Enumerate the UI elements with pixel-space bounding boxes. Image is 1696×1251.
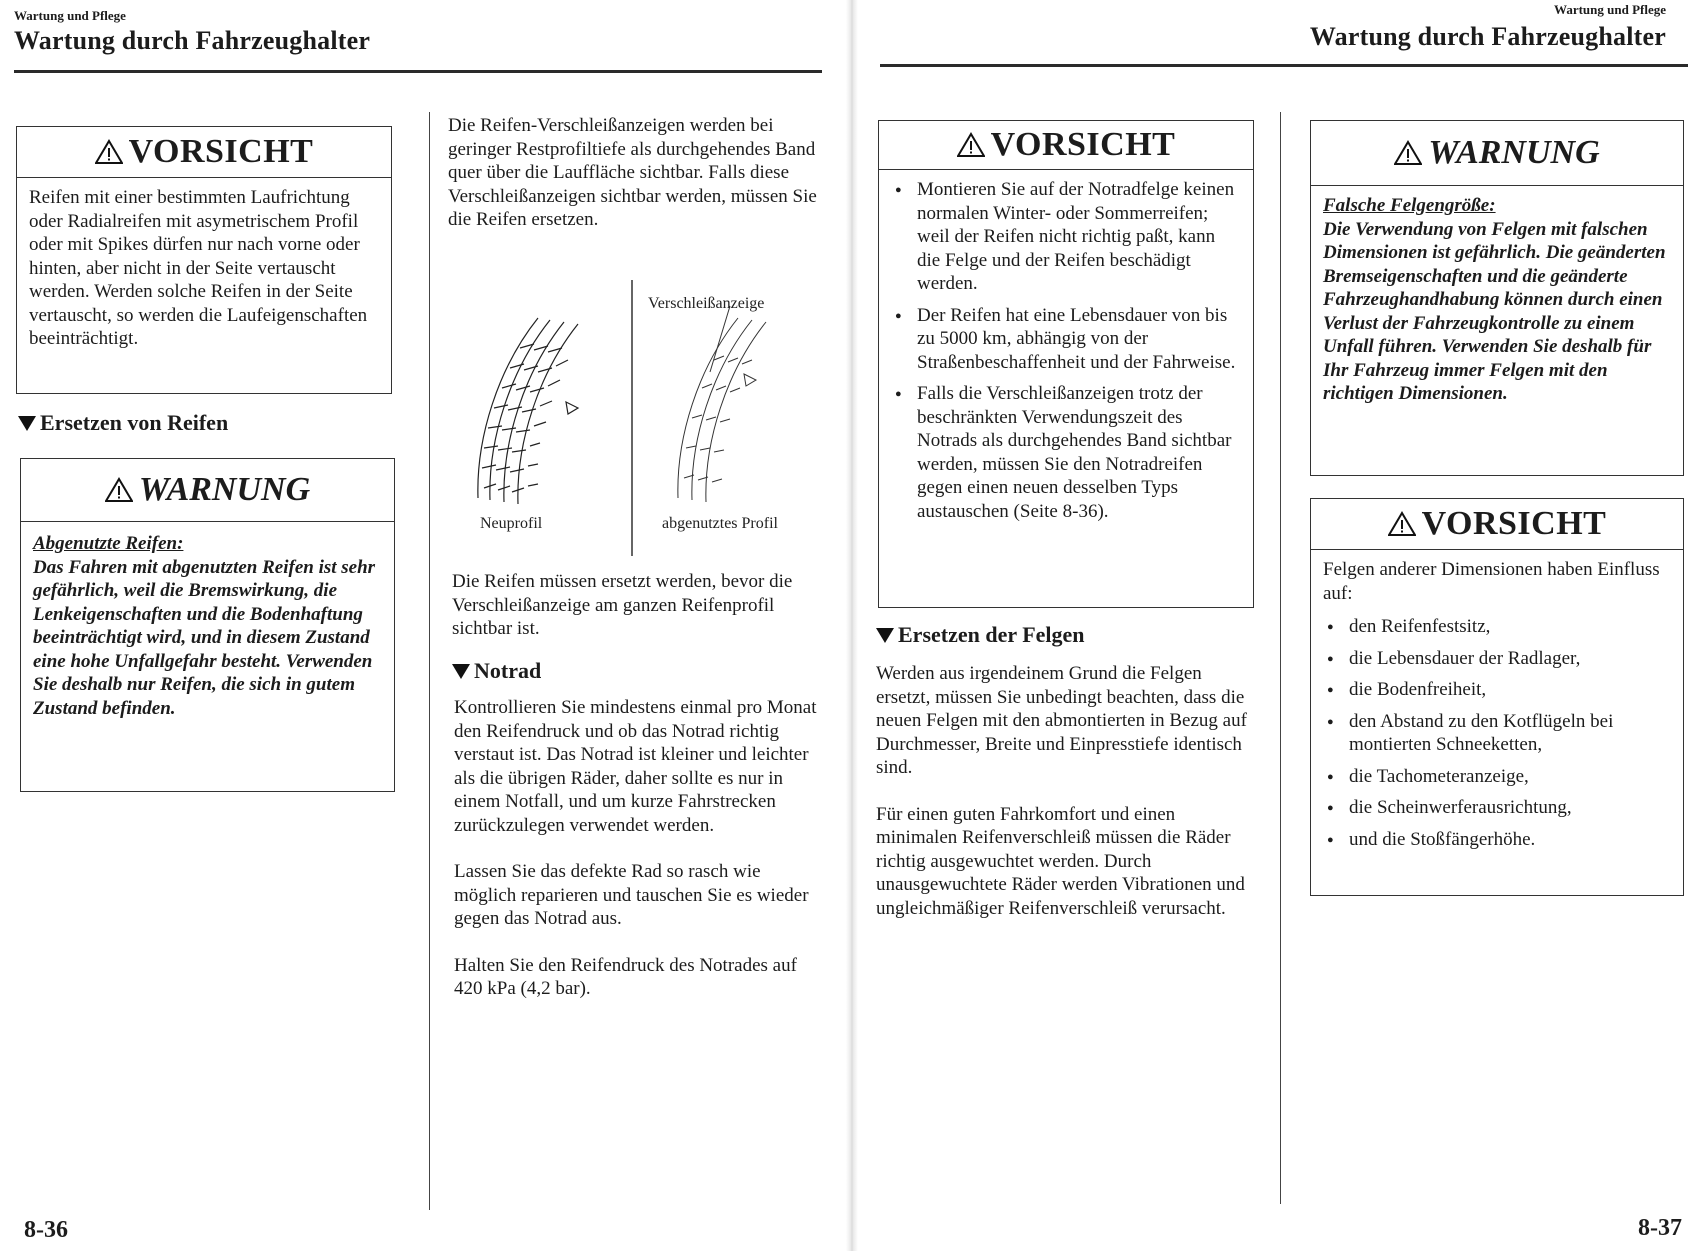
spare-paragraph-3: Halten Sie den Reifendruck des Notrades auf 420 kPa (4,2 bar). [454,954,797,999]
list-item: ● den Abstand zu den Kotflügeln bei montierten Schneeketten, [1349,710,1673,757]
subheading-spare-text: Notrad [474,658,542,683]
subheading-spare [452,658,541,684]
left-title-rule [14,70,822,73]
right-page-number: 8-37 [1638,1215,1682,1241]
list-item: ● Der Reifen hat eine Lebensdauer von bis zu 5000 km, abhängig von der Straßenbeschaffenheit und der Fahrweise. [917,304,1243,375]
warnung-heading [21,459,394,522]
warnung-title: Falsche Felgengröße: [1323,195,1496,216]
triangle-bullet-icon [876,628,894,643]
spare-paragraph-2: Lassen Sie das defekte Rad so rasch wie möglich reparieren und tauschen Sie es wieder gegen das Notrad aus. [454,861,809,929]
label-new: Neuprofil [480,515,543,532]
right-column-rule [1280,112,1281,1204]
vorsicht-heading [1311,499,1683,550]
warnung-text: Die Verwendung von Felgen mit falschen Dimensionen ist gefährlich. Die geänderten Bremseigenschaften und die geänderte Fahrzeughandhabung können durch einen Verlust der Fahrzeugkontrolle zu einem Unfall führen. Verwenden Sie deshalb für Ihr Fahrzeug immer Felgen mit den richtigen Dimensionen. [1323,218,1666,404]
subheading-rims [876,622,1085,648]
rims-paragraph-2: Für einen guten Fahrkomfort und einen minimalen Reifenverschleiß müssen die Räder richtig ausgewuchtet werden. Durch unausgewuchtete Räder werden Vibrationen und ungleichmäßiger Reifenverschleiß verursacht. [876,803,1245,919]
right-vorsicht-box-2 [1310,498,1684,896]
warning-triangle-icon [1394,140,1422,166]
spare-paragraphs [454,696,826,1001]
spare-paragraph-1: Kontrollieren Sie mindestens einmal pro Monat den Reifendruck und ob das Notrad richtig verstaut ist. Das Notrad ist kleiner und leichter als die übrigen Räder, daher sollte es nur in einem Notfall, und um kurze Fahrstrecken zurückzulegen verwendet werden. [454,697,817,836]
right-section-label: Wartung und Pflege [1554,2,1666,17]
warnung-heading-text: WARNUNG [138,471,311,508]
right-vorsicht-box-1 [878,120,1254,608]
triangle-bullet-icon [452,664,470,679]
vorsicht-heading-text: VORSICHT [990,126,1176,163]
label-indicator: Verschleißanzeige [648,295,765,312]
left-column-rule [429,112,430,1210]
right-title-rule [880,64,1688,67]
warnung-heading [1311,121,1683,186]
rims-paragraph-1: Werden aus irgendeinem Grund die Felgen ersetzt, müssen Sie unbedingt beachten, dass die neuen Felgen mit den abmontierten in Bezug auf Durchmesser, Breite und Einpresstiefe identisch sind. [876,663,1247,778]
vorsicht-heading-text: VORSICHT [128,133,314,170]
warnung-title: Abgenutzte Reifen: [33,533,184,554]
vorsicht-intro: Felgen anderer Dimensionen haben Einfluss auf: [1323,559,1660,604]
vorsicht-heading [879,121,1253,170]
triangle-bullet-icon [18,416,36,431]
right-page-title: Wartung durch Fahrzeughalter [1309,22,1666,51]
vorsicht-list-1 [879,170,1253,523]
list-item: ● Montieren Sie auf der Notradfelge keinen normalen Winter- oder Sommerreifen; weil der Reifen nicht richtig paßt, kann die Felge und der Reifen beschädigt werden. [917,178,1243,296]
left-page-number: 8-36 [24,1217,68,1243]
left-vorsicht-box [16,126,392,394]
warning-triangle-icon [957,132,985,158]
warnung-heading-text: WARNUNG [1428,134,1600,171]
vorsicht-text: Reifen mit einer bestimmten Laufrichtung oder Radialreifen mit asymetrischem Profil oder mit Spikes dürfen nur nach vorne oder hinten, aber nicht in der Seite vertauscht werden. Werden solche Reifen in der Seite vertauscht, so werden die Laufeigenschaften beeinträchtigt. [29,187,368,349]
list-item: ● die Tachometeranzeige, [1349,765,1673,789]
warnung-body [1311,186,1683,406]
label-worn: abgenutztes Profil [662,515,778,532]
vorsicht-list-2 [1311,611,1683,851]
warning-triangle-icon [105,477,133,503]
list-item: ● den Reifenfestsitz, [1349,615,1673,639]
warning-triangle-icon [1388,511,1416,537]
warnung-text: Das Fahren mit abgenutzten Reifen ist sehr gefährlich, weil die Bremswirkung, die Lenkeigenschaften und die Bodenhaftung beeinträchtigt wird, und in diesem Zustand eine hohe Unfallgefahr besteht. Verwenden Sie deshalb nur Reifen, die sich in gutem Zustand befinden. [33,556,376,719]
tread-wear-figure [448,278,820,558]
rims-paragraphs [876,662,1248,920]
vorsicht-heading-text: VORSICHT [1421,505,1607,542]
right-warnung-box [1310,120,1684,476]
subheading-rims-text: Ersetzen der Felgen [898,622,1085,647]
warning-triangle-icon [95,139,123,165]
list-item: ● die Lebensdauer der Radlager, [1349,647,1673,671]
book-gutter [846,0,858,1251]
subheading-replace-tires-text: Ersetzen von Reifen [40,410,229,435]
list-item: ● die Bodenfreiheit, [1349,678,1673,702]
vorsicht-heading [17,127,391,178]
left-page-title: Wartung durch Fahrzeughalter [14,26,371,55]
wear-indicator-text: Die Reifen-Verschleißanzeigen werden bei geringer Restprofiltiefe als durchgehendes Band quer über die Lauffläche sichtbar. Falls diese Verschleißanzeigen sichtbar werden, müssen Sie die Reifen ersetzen. [448,115,817,230]
subheading-replace-tires [18,410,228,436]
list-item: ● und die Stoßfängerhöhe. [1349,828,1673,852]
list-item: ● Falls die Verschleißanzeigen trotz der beschränkten Verwendungszeit des Notrads als durchgehendes Band sichtbar werden, müssen Sie den Notradreifen gegen einen neuen desselben Typs austauschen (Seite 8-36). [917,382,1243,523]
left-section-label: Wartung und Pflege [14,8,126,23]
warnung-body [21,522,394,720]
left-warnung-box [20,458,395,792]
tread-figure-graphic [448,278,820,558]
replace-before-text: Die Reifen müssen ersetzt werden, bevor die Verschleißanzeige am ganzen Reifenprofil sichtbar ist. [452,571,793,639]
list-item: ● die Scheinwerferausrichtung, [1349,796,1673,820]
